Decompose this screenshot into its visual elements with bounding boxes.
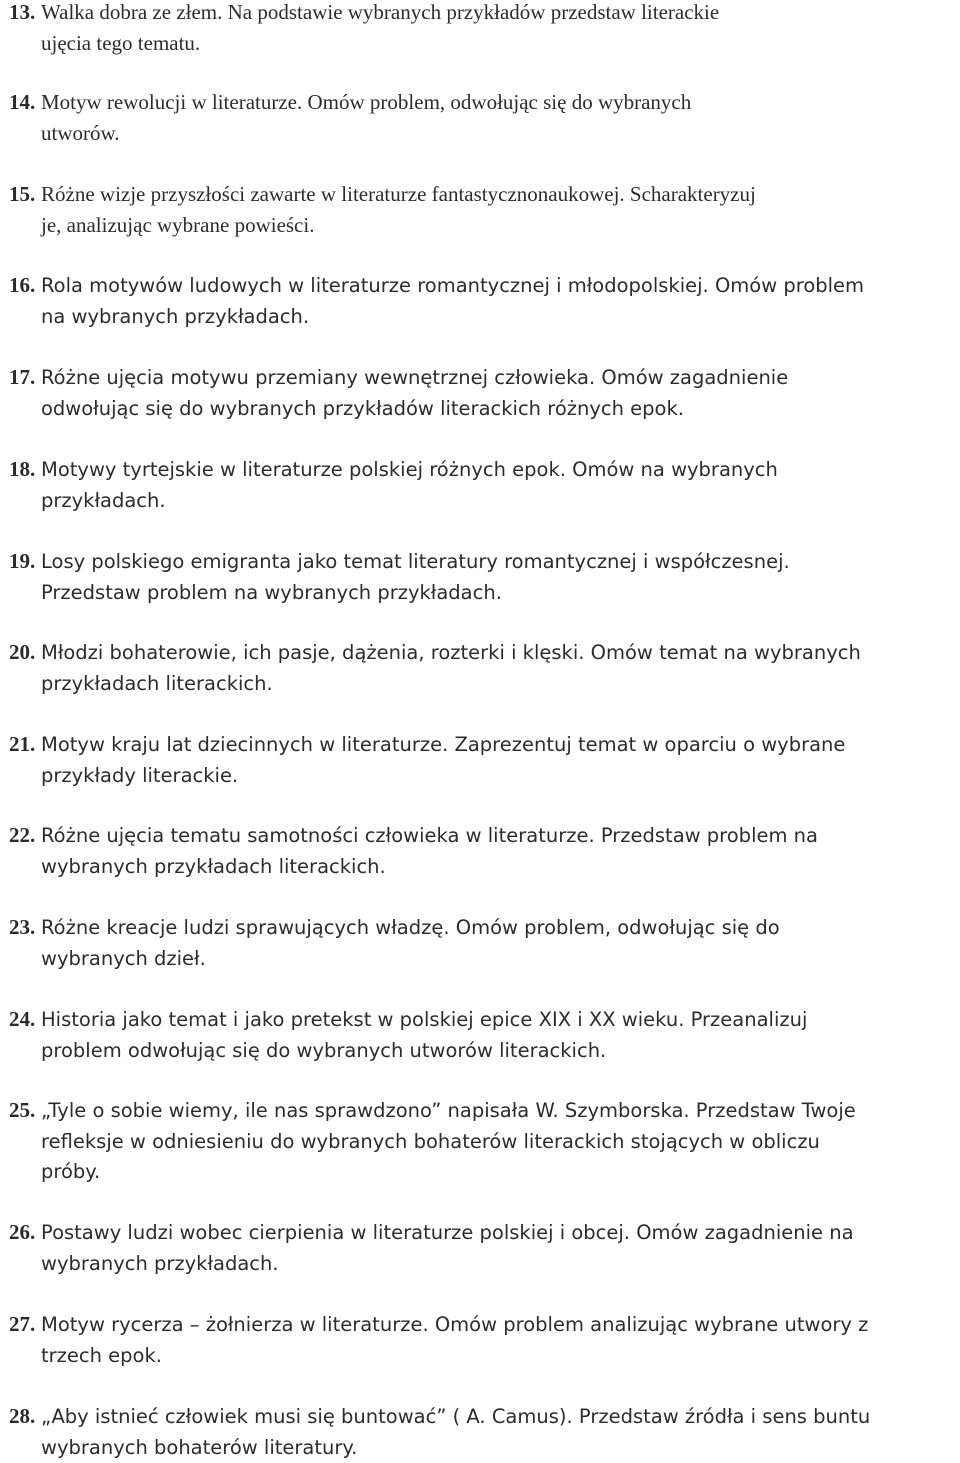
topic-item [9, 1095, 960, 1188]
topic-item [9, 1217, 960, 1279]
topic-item [9, 729, 960, 791]
topic-text-line: przykłady literackie. [9, 761, 960, 792]
topic-number: 15. [9, 179, 41, 210]
topic-text-line: Historia jako temat i jako pretekst w polskiej epice XIX i XX wieku. Przeanalizuj [41, 1008, 807, 1031]
topic-number: 21. [9, 729, 41, 760]
topic-number: 28. [9, 1401, 41, 1432]
topic-number: 18. [9, 454, 41, 485]
topic-text-line: przykładach. [9, 486, 960, 517]
topic-number: 24. [9, 1004, 41, 1035]
topic-number: 25. [9, 1095, 41, 1126]
topic-number: 26. [9, 1217, 41, 1248]
topic-text-line: wybranych bohaterów literatury. [9, 1433, 960, 1463]
topic-text-line: przykładach literackich. [9, 669, 960, 700]
topic-text-line: Walka dobra ze złem. Na podstawie wybranych przykładów przedstaw literackie [41, 0, 719, 24]
topic-item [9, 270, 960, 332]
topic-item [9, 1401, 960, 1463]
topic-number: 22. [9, 820, 41, 851]
topic-item [9, 454, 960, 516]
topic-text-line: Losy polskiego emigranta jako temat literatury romantycznej i współczesnej. [41, 550, 790, 573]
topic-text-line: ujęcia tego tematu. [9, 28, 960, 59]
topic-text-line: je, analizując wybrane powieści. [9, 210, 960, 241]
topic-text-line: Różne ujęcia tematu samotności człowieka w literaturze. Przedstaw problem na [41, 824, 818, 847]
topic-text-line: na wybranych przykładach. [9, 302, 960, 333]
topic-number: 27. [9, 1309, 41, 1340]
topic-text-line: wybranych dzieł. [9, 944, 960, 975]
topic-number: 17. [9, 362, 41, 393]
topic-text-line: Motyw kraju lat dziecinnych w literaturze. Zaprezentuj temat w oparciu o wybrane [41, 733, 845, 756]
topic-text-line: Różne ujęcia motywu przemiany wewnętrznej człowieka. Omów zagadnienie [41, 366, 788, 389]
topic-item [9, 912, 960, 974]
topic-item [9, 179, 960, 240]
topic-text-line: wybranych przykładach literackich. [9, 852, 960, 883]
topic-text-line: problem odwołując się do wybranych utworów literackich. [9, 1036, 960, 1067]
topic-text-line: Młodzi bohaterowie, ich pasje, dążenia, rozterki i klęski. Omów temat na wybranych [41, 641, 861, 664]
topic-text-line: Motyw rycerza – żołnierza w literaturze. Omów problem analizując wybrane utwory z [41, 1313, 868, 1336]
topic-text-line: Motyw rewolucji w literaturze. Omów problem, odwołując się do wybranych [41, 90, 691, 114]
topic-number: 16. [9, 270, 41, 301]
topic-text-line: „Tyle o sobie wiemy, ile nas sprawdzono” napisała W. Szymborska. Przedstaw Twoje [41, 1099, 856, 1122]
topic-text-line: wybranych przykładach. [9, 1249, 960, 1280]
topic-text-line: „Aby istnieć człowiek musi się buntować” ( A. Camus). Przedstaw źródła i sens buntu [41, 1405, 870, 1428]
topic-number: 23. [9, 912, 41, 943]
topic-text-line: Różne kreacje ludzi sprawujących władzę. Omów problem, odwołując się do [41, 916, 780, 939]
topic-item [9, 1309, 960, 1371]
topic-item [9, 1004, 960, 1066]
topic-item [9, 546, 960, 608]
topic-text-line: Postawy ludzi wobec cierpienia w literaturze polskiej i obcej. Omów zagadnienie na [41, 1221, 854, 1244]
topic-item [9, 820, 960, 882]
topic-item [9, 637, 960, 699]
topic-text-line: odwołując się do wybranych przykładów literackich różnych epok. [9, 394, 960, 425]
topic-number: 20. [9, 637, 41, 668]
topic-number: 19. [9, 546, 41, 577]
topic-text-line: trzech epok. [9, 1341, 960, 1372]
topic-text-line: Różne wizje przyszłości zawarte w literaturze fantastycznonaukowej. Scharakteryzuj [41, 182, 756, 206]
topic-number: 14. [9, 87, 41, 118]
topic-item [9, 0, 960, 58]
topic-text-line: Rola motywów ludowych w literaturze romantycznej i młodopolskiej. Omów problem [41, 274, 864, 297]
topic-text-line: próby. [9, 1157, 960, 1188]
topic-text-line: Przedstaw problem na wybranych przykładach. [9, 578, 960, 609]
topic-text-line: utworów. [9, 118, 960, 149]
topic-text-line: Motywy tyrtejskie w literaturze polskiej różnych epok. Omów na wybranych [41, 458, 778, 481]
topic-item [9, 362, 960, 424]
topic-number: 13. [9, 0, 41, 28]
topic-text-line: refleksje w odniesieniu do wybranych bohaterów literackich stojących w obliczu [9, 1127, 960, 1158]
topic-item [9, 87, 960, 148]
